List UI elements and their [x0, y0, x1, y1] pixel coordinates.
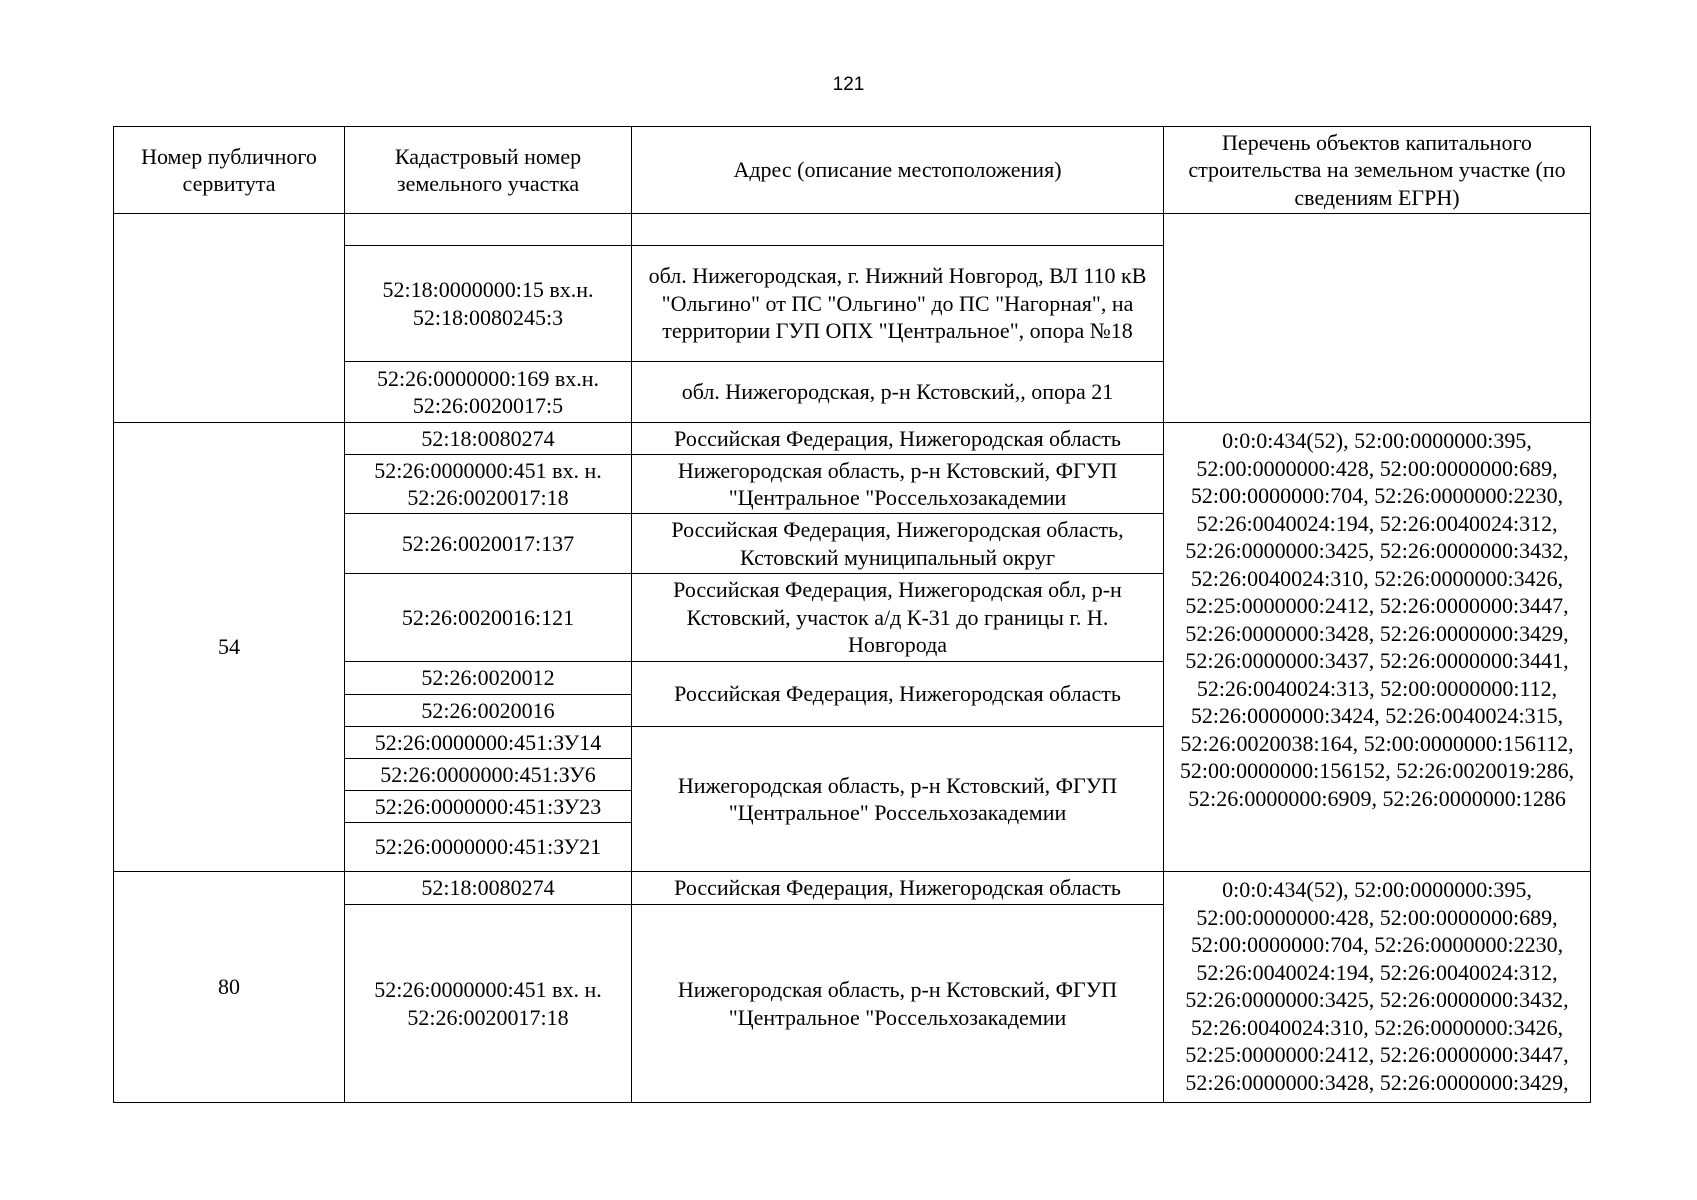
cadastral-cell: 52:26:0020017:137	[345, 514, 632, 574]
objects-cell	[1164, 214, 1591, 423]
cadastral-cell: 52:26:0000000:451:ЗУ21	[345, 823, 632, 872]
servitude-number-cell: 54	[114, 423, 345, 872]
cadastral-cell: 52:18:0080274	[345, 872, 632, 905]
header-cadastral-number: Кадастровый номер земельного участка	[345, 127, 632, 214]
table-header-row	[114, 127, 1591, 214]
servitude-table	[113, 126, 1591, 1103]
cadastral-cell: 52:26:0020012	[345, 662, 632, 695]
cadastral-cell: 52:26:0000000:169 вх.н. 52:26:0020017:5	[345, 362, 632, 423]
address-cell: обл. Нижегородская, г. Нижний Новгород, ВЛ 110 кВ "Ольгино" от ПС "Ольгино" до ПС "Нагорная", на территории ГУП ОПХ "Центральное", опора №18	[632, 246, 1164, 362]
table-row	[114, 423, 1591, 455]
cadastral-cell: 52:26:0000000:451:ЗУ6	[345, 759, 632, 791]
servitude-number-cell	[114, 214, 345, 423]
address-cell	[632, 214, 1164, 246]
cadastral-cell: 52:26:0000000:451 вх. н. 52:26:0020017:18	[345, 905, 632, 1103]
cadastral-cell: 52:26:0020016	[345, 695, 632, 727]
cadastral-cell: 52:18:0080274	[345, 423, 632, 455]
address-cell: Российская Федерация, Нижегородская область	[632, 872, 1164, 905]
header-servitude-number: Номер публичного сервитута	[114, 127, 345, 214]
header-address: Адрес (описание местоположения)	[632, 127, 1164, 214]
cadastral-cell: 52:18:0000000:15 вх.н. 52:18:0080245:3	[345, 246, 632, 362]
cadastral-cell: 52:26:0020016:121	[345, 574, 632, 662]
cadastral-cell: 52:26:0000000:451:ЗУ14	[345, 727, 632, 759]
cadastral-cell	[345, 214, 632, 246]
address-cell: Нижегородская область, р-н Кстовский, ФГУП "Центральное" Россельхозакадемии	[632, 727, 1164, 872]
address-cell: обл. Нижегородская, р-н Кстовский,, опора 21	[632, 362, 1164, 423]
servitude-number-cell: 80	[114, 872, 345, 1103]
page-number: 121	[832, 74, 865, 95]
address-cell: Российская Федерация, Нижегородская область, Кстовский муниципальный округ	[632, 514, 1164, 574]
cadastral-cell: 52:26:0000000:451 вх. н. 52:26:0020017:18	[345, 455, 632, 514]
address-cell: Российская Федерация, Нижегородская область	[632, 662, 1164, 727]
address-cell: Российская Федерация, Нижегородская обл, р-н Кстовский, участок а/д К-31 до границы г. Н. Новгорода	[632, 574, 1164, 662]
table-row	[114, 872, 1591, 905]
objects-cell: 0:0:0:434(52), 52:00:0000000:395, 52:00:0000000:428, 52:00:0000000:689, 52:00:0000000:704, 52:26:0000000:2230, 52:26:0040024:194, 52:26:0040024:312, 52:26:0000000:3425, 52:26:0000000:3432, 52:26:0040024:310, 52:26:0000000:3426, 52:25:0000000:2412, 52:26:0000000:3447, 52:26:0000000:3428, 52:26:0000000:3429,	[1164, 872, 1591, 1103]
address-cell: Нижегородская область, р-н Кстовский, ФГУП "Центральное "Россельхозакадемии	[632, 455, 1164, 514]
header-objects-list: Перечень объектов капитального строительства на земельном участке (по сведениям ЕГРН)	[1164, 127, 1591, 214]
table-row	[114, 214, 1591, 246]
address-cell: Российская Федерация, Нижегородская область	[632, 423, 1164, 455]
address-cell: Нижегородская область, р-н Кстовский, ФГУП "Центральное "Россельхозакадемии	[632, 905, 1164, 1103]
cadastral-cell: 52:26:0000000:451:ЗУ23	[345, 791, 632, 823]
objects-cell: 0:0:0:434(52), 52:00:0000000:395, 52:00:0000000:428, 52:00:0000000:689, 52:00:0000000:704, 52:26:0000000:2230, 52:26:0040024:194, 52:26:0040024:312, 52:26:0000000:3425, 52:26:0000000:3432, 52:26:0040024:310, 52:26:0000000:3426, 52:25:0000000:2412, 52:26:0000000:3447, 52:26:0000000:3428, 52:26:0000000:3429, 52:26:0000000:3437, 52:26:0000000:3441, 52:26:0040024:313, 52:00:0000000:112, 52:26:0000000:3424, 52:26:0040024:315, 52:26:0020038:164, 52:00:0000000:156112, 52:00:0000000:156152, 52:26:0020019:286, 52:26:0000000:6909, 52:26:0000000:1286	[1164, 423, 1591, 872]
